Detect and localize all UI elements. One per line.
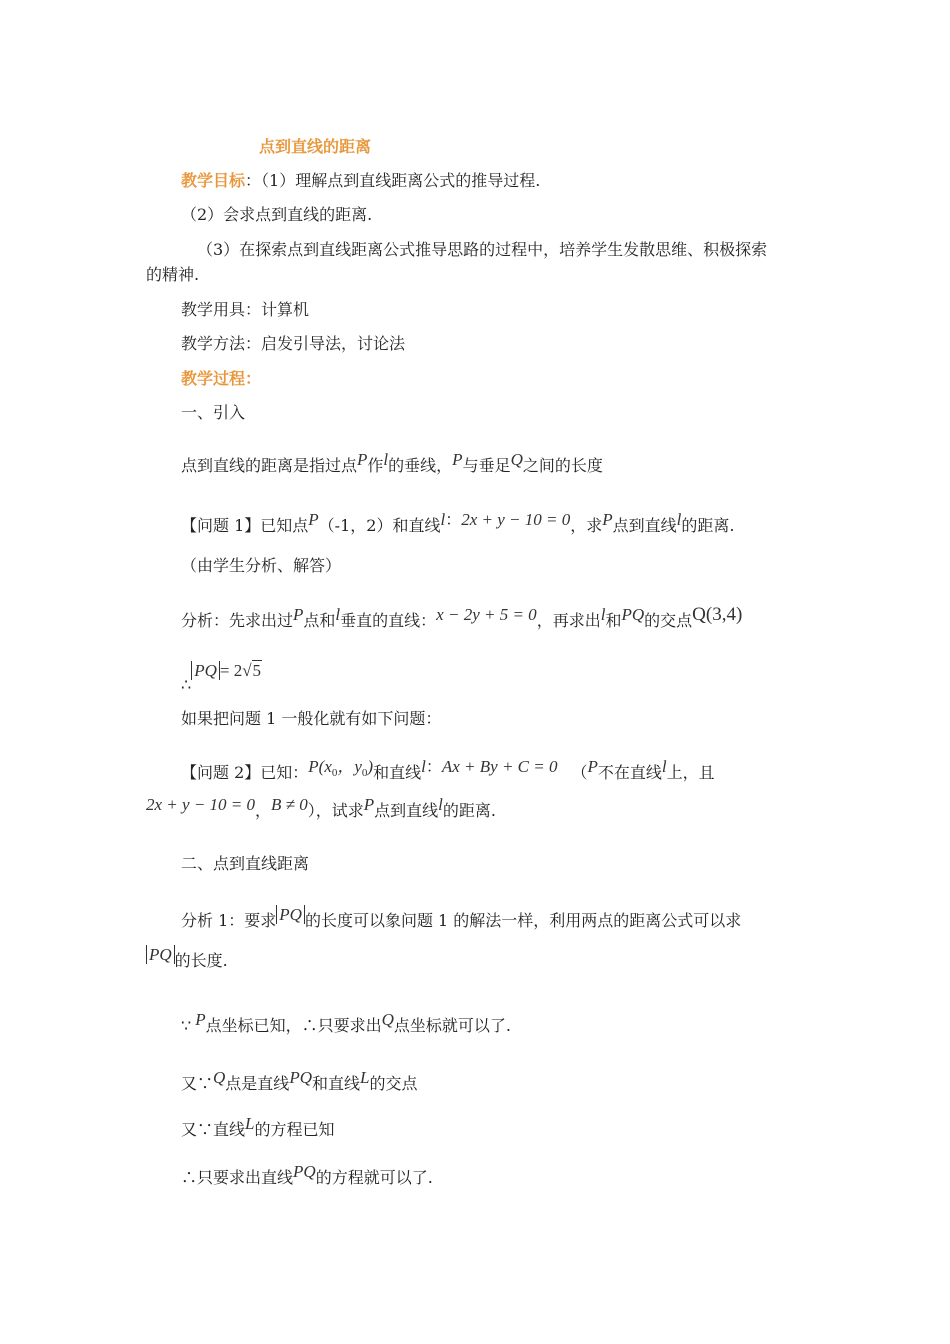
step-1: ∵ P点坐标已知，∴只要求出Q点坐标就可以了. <box>181 1010 511 1035</box>
step-4: ∴只要求出直线PQ的方程就可以了. <box>181 1162 433 1187</box>
math-P: P <box>357 450 368 469</box>
generalize-text: 如果把问题 1 一般化就有如下问题： <box>181 709 442 728</box>
objective-1: 教学目标：（1）理解点到直线距离公式的推导过程. <box>181 171 541 190</box>
process-label: 教学过程 <box>181 369 246 388</box>
math-PQ: PQ <box>293 1162 316 1181</box>
analysis-1-line2: PQ 的长度. <box>146 950 228 972</box>
math-l: l <box>335 605 341 624</box>
question-1-note: （由学生分析、解答） <box>181 556 342 575</box>
math-L: L <box>245 1114 255 1133</box>
math-l: l <box>676 510 682 529</box>
distance-definition: 点到直线的距离是指过点P作l的垂线，P与垂足Q之间的长度 <box>181 450 603 475</box>
question-2-line2: 2x + y − 10 = 0，B ≠ 0），试求P点到直线l的距离. <box>146 795 496 820</box>
math-Q: Q <box>213 1068 226 1087</box>
math-P: P <box>293 605 304 624</box>
objective-text-1: （1）理解点到直线距离公式的推导过程. <box>261 171 541 190</box>
page-title: 点到直线的距离 <box>259 137 372 156</box>
result-formula: ∴PQ = 2√5 <box>181 661 262 694</box>
math-P: P <box>587 757 598 776</box>
math-P: P <box>308 510 319 529</box>
math-Q: Q <box>510 450 523 469</box>
step-3: 又∵直线L的方程已知 <box>181 1114 335 1139</box>
abs-PQ: PQ <box>146 945 175 964</box>
abs-PQ: PQ <box>276 905 305 924</box>
section-intro-heading: 一、引入 <box>181 403 246 422</box>
math-PQ: PQ <box>621 605 645 624</box>
math-l: l <box>661 757 667 776</box>
objective-2: （2）会求点到直线的距离. <box>181 205 373 224</box>
objective-3-line2: 的精神. <box>146 265 200 284</box>
math-l: l <box>383 450 389 469</box>
math-l: l <box>440 510 446 529</box>
math-Q: Q <box>381 1010 394 1029</box>
step-2: 又∵Q点是直线PQ和直线L的交点 <box>181 1068 418 1093</box>
math-P: P <box>602 510 613 529</box>
intersection-point: Q(3,4) <box>692 604 743 625</box>
section-distance-heading: 二、点到直线距离 <box>181 854 310 873</box>
math-P: P <box>452 450 463 469</box>
math-PQ: PQ <box>289 1068 312 1087</box>
sqrt-radicand: 5 <box>252 661 262 680</box>
condition-B: B ≠ 0 <box>271 795 308 814</box>
condition-equation: 2x + y − 10 = 0 <box>146 795 256 814</box>
math-L: L <box>360 1068 370 1087</box>
analysis: 分析：先求出过P点和l垂直的直线：x − 2y + 5 = 0，再求出l和PQ的交点Q(3,4) <box>181 604 743 630</box>
teaching-methods: 教学方法：启发引导法，讨论法 <box>181 334 406 353</box>
math-l: l <box>438 795 443 814</box>
math-l: l <box>600 605 606 624</box>
objective-3-line1: （3）在探索点到直线距离公式推导思路的过程中，培养学生发散思维、积极探索 <box>197 240 768 259</box>
math-P: P <box>195 1010 206 1029</box>
abs-PQ: PQ <box>191 661 220 680</box>
therefore-symbol: ∴ <box>181 675 192 694</box>
equation-line-l: 2x + y − 10 = 0 <box>461 510 571 529</box>
question-1: 【问题 1】已知点P（-1，2）和直线l：2x + y − 10 = 0，求P点到直线l的距离. <box>181 510 735 535</box>
math-P: P <box>363 795 375 814</box>
sqrt-symbol: √ <box>242 661 252 680</box>
objectives-label: 教学目标 <box>181 171 246 190</box>
question-2-line1: 【问题 2】已知：$P(x_0$，$y_0$)和直线l：Ax + By + C = 0 （P不在直线l上，且 <box>181 757 715 782</box>
point-P: $P(x_0$，$y_0$) <box>308 757 374 779</box>
analysis-1-line1: 分析 1：要求 PQ 的长度可以象问题 1 的解法一样，利用两点的距离公式可以求 <box>181 905 742 930</box>
equation-perpendicular: x − 2y + 5 = 0 <box>436 605 537 624</box>
process-heading: 教学过程： <box>181 369 262 388</box>
teaching-tools: 教学用具：计算机 <box>181 300 310 319</box>
general-line-equation: Ax + By + C = 0 <box>441 757 558 776</box>
math-l: l <box>421 757 426 776</box>
